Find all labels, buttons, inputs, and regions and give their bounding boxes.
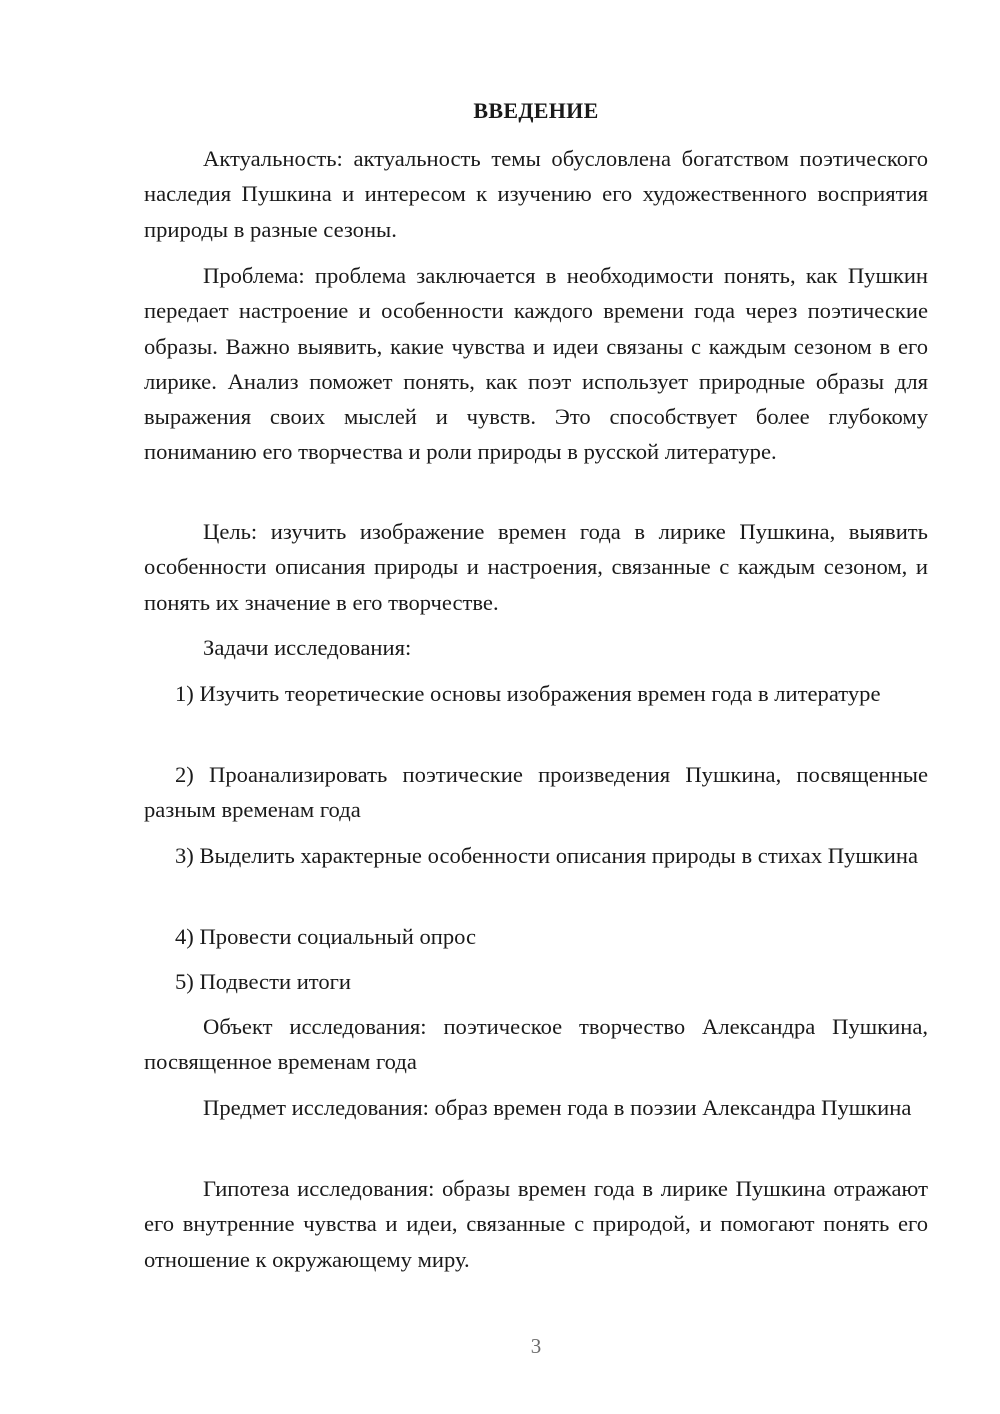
task-item-2: 2) Проанализировать поэтические произведения Пушкина, посвященные разным временам года — [144, 762, 928, 823]
tasks-heading: Задачи исследования: — [203, 635, 412, 660]
section-heading: ВВЕДЕНИЕ — [473, 98, 599, 123]
task-item-4: 4) Провести социальный опрос — [175, 924, 477, 949]
task-item-3: 3) Выделить характерные особенности описания природы в стихах Пушкина — [175, 843, 918, 868]
paragraph-subject: Предмет исследования: образ времен года в поэзии Александра Пушкина — [203, 1095, 912, 1120]
paragraph-goal: Цель: изучить изображение времен года в лирике Пушкина, выявить особенности описания природы и настроения, связанные с каждым сезоном, и понять их значение в его творчестве. — [144, 519, 928, 615]
paragraph-relevance: Актуальность: актуальность темы обусловлена богатством поэтического наследия Пушкина и интересом к изучению его художественного восприятия природы в разные сезоны. — [144, 146, 928, 242]
paragraph-object: Объект исследования: поэтическое творчество Александра Пушкина, посвященное временам года — [144, 1014, 928, 1075]
task-item-5: 5) Подвести итоги — [175, 969, 352, 994]
document-page — [144, 0, 928, 1414]
page-number: 3 — [530, 1334, 542, 1358]
paragraph-problem: Проблема: проблема заключается в необходимости понять, как Пушкин передает настроение и особенности каждого времени года через поэтические образы. Важно выявить, какие чувства и идеи связаны с каждым сезоном в его лирике. Анализ поможет понять, как поэт использует природные образы для выражения своих мыслей и чувств. Это способствует более глубокому пониманию его творчества и роли природы в русской литературе. — [144, 263, 928, 465]
paragraph-hypothesis: Гипотеза исследования: образы времен года в лирике Пушкина отражают его внутренние чувства и идеи, связанные с природой, и помогают понять его отношение к окружающему миру. — [144, 1176, 928, 1272]
task-item-1: 1) Изучить теоретические основы изображения времен года в литературе — [175, 681, 881, 706]
